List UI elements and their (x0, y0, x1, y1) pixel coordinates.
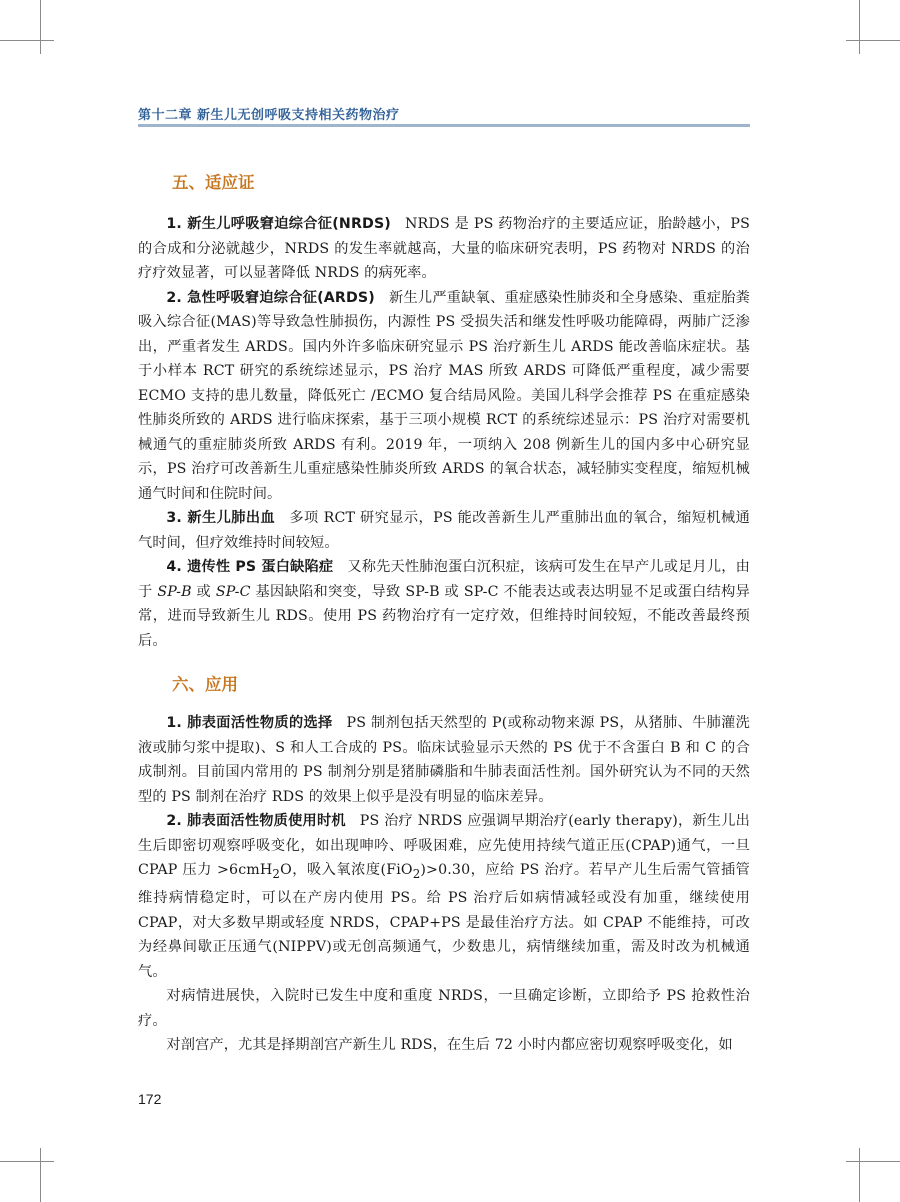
paragraph (138, 555, 750, 653)
paragraph (138, 809, 750, 984)
crop-mark (859, 0, 860, 54)
paragraph (138, 1033, 750, 1058)
paragraph-lead: 3. 新生儿肺出血 (166, 510, 276, 526)
gene-name: SP-C (215, 583, 251, 600)
section-title-indications: 五、适应证 (172, 173, 255, 192)
paragraph-text: NRDS 是 PS 药物治疗的主要适应证，胎龄越小，PS 的合成和分泌就越少，NRDS 的发生率就越高，大量的临床研究表明，PS 药物对 NRDS 的治疗疗效显著，可以显著降低 NRDS 的病死率。 (138, 216, 750, 281)
paragraph (138, 984, 750, 1033)
paragraph-lead: 1. 肺表面活性物质的选择 (166, 715, 333, 731)
paragraph-text: 对剖宫产，尤其是择期剖宫产新生儿 RDS，在生后 72 小时内都应密切观察呼吸变化，如 (166, 1037, 733, 1054)
crop-mark (0, 1161, 54, 1162)
paragraph (138, 506, 750, 555)
paragraph-lead: 2. 肺表面活性物质使用时机 (166, 813, 346, 829)
paragraph-text: 又称先天性肺泡蛋白沉积症，该病可发生在早产儿或足月儿，由于 (138, 559, 751, 600)
subscript: 2 (412, 866, 421, 881)
page-body (138, 170, 750, 1058)
paragraph-lead: 1. 新生儿呼吸窘迫综合征(NRDS) (166, 216, 391, 232)
paragraph-lead: 2. 急性呼吸窘迫综合征(ARDS) (166, 289, 375, 306)
crop-mark (846, 1161, 900, 1162)
paragraph-text: 基因缺陷和突变，导致 SP-B 或 SP-C 不能表达或表达明显不足或蛋白结构异常，进而导致新生儿 RDS。使用 PS 药物治疗有一定疗效，但维持时间较短，不能改善最终预后。 (138, 583, 750, 649)
page-number: 172 (138, 1091, 162, 1107)
paragraph-text: 多项 RCT 研究显示，PS 能改善新生儿严重肺出血的氧合，缩短机械通气时间，但疗效维持时间较短。 (138, 510, 750, 551)
paragraph-text: 新生儿严重缺氧、重症感染性肺炎和全身感染、重症胎粪吸入综合征(MAS)等导致急性肺损伤，内源性 PS 受损失活和继发性呼吸功能障碍，两肺广泛渗出，严重者发生 ARDS。国内外许多临床研究显示 PS 治疗新生儿 ARDS 能改善临床症状。基于小样本 RCT 研究的系统综述显示，PS 治疗 MAS 所致 ARDS 可降低严重程度，减少需要 ECMO 支持的患儿数量，降低死亡 /ECMO 复合结局风险。美国儿科学会推荐 PS 在重症感染性肺炎所致的 ARDS 进行临床探索，基于三项小规模 RCT 的系统综述显示：PS 治疗对需要机械通气的重症肺炎所致 ARDS 有利。2019 年，一项纳入 208 例新生儿的国内多中心研究显示，PS 治疗可改善新生儿重症感染性肺炎所致 ARDS 的氧合状态，减轻肺实变程度，缩短机械通气时间和住院时间。 (138, 289, 750, 502)
running-header: 第十二章 新生儿无创呼吸支持相关药物治疗 (138, 108, 400, 123)
paragraph-lead: 4. 遗传性 PS 蛋白缺陷症 (166, 559, 334, 575)
crop-mark (40, 1148, 41, 1202)
paragraph-text: O，吸入氧浓度(FiO (280, 862, 413, 878)
paragraph-text: 对病情进展快，入院时已发生中度和重度 NRDS，一旦确定诊断，立即给予 PS 抢救性治疗。 (138, 988, 750, 1029)
crop-mark (846, 40, 900, 41)
crop-mark (40, 0, 41, 54)
section-title-application: 六、应用 (172, 675, 238, 694)
paragraph-text: PS 治疗 NRDS 应强调早期治疗(early therapy)，新生儿出生后即密切观察呼吸变化，如出现呻吟、呼吸困难，应先使用持续气道正压(CPAP)通气，一旦 CPAP 压力 >6cmH (138, 813, 750, 878)
paragraph (138, 212, 750, 286)
paragraph-text: 或 (191, 583, 216, 600)
crop-mark (859, 1148, 860, 1202)
paragraph (138, 286, 750, 507)
subscript: 2 (272, 866, 281, 881)
paragraph (138, 711, 750, 809)
paragraph-text: )>0.30，应给 PS 治疗。若早产儿生后需气管插管维持病情稳定时，可以在产房内使用 PS。给 PS 治疗后如病情减轻或没有加重，继续使用 CPAP，对大多数早期或轻度 NRDS，CPAP+PS 是最佳治疗方法。如 CPAP 不能维持，可改为经鼻间歇正压通气(NIPPV)或无创高频通气，少数患儿，病情继续加重，需及时改为机械通气。 (138, 862, 750, 980)
gene-name: SP-B (157, 583, 192, 600)
paragraph-text: PS 制剂包括天然型的 P(或称动物来源 PS，从猪肺、牛肺灌洗液或肺匀浆中提取)、S 和人工合成的 PS。临床试验显示天然的 PS 优于不含蛋白 B 和 C 的合成制剂。目前国内常用的 PS 制剂分别是猪肺磷脂和牛肺表面活性剂。国外研究认为不同的天然型的 PS 制剂在治疗 RDS 的效果上似乎是没有明显的临床差异。 (138, 715, 750, 805)
header-rule (138, 124, 750, 127)
crop-mark (0, 40, 54, 41)
